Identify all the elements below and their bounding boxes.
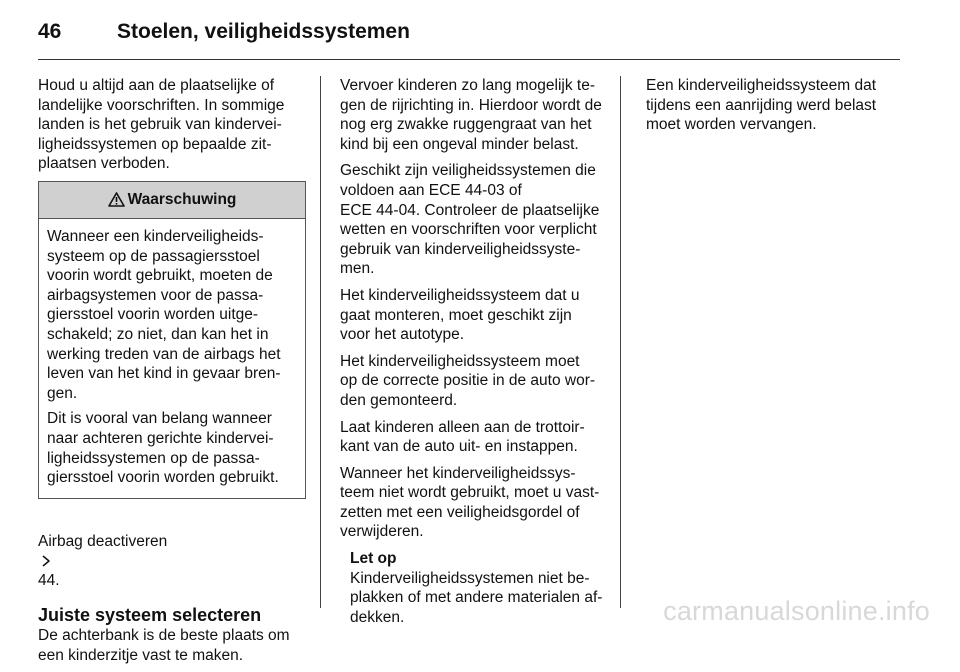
- warning-title: Waarschuwing: [127, 191, 237, 209]
- warning-paragraph-1: Wanneer een kinderveiligheids- systeem op de passagiersstoel voorin wordt gebruikt, moeten de airbagsystemen voor de passa- giersstoel voorin worden uitge- schakeld; zo niet, dan kan het in werking treden van de airbags het leven van het kind in gevaar bren- gen.: [47, 227, 281, 402]
- page-reference-arrow-icon: [41, 555, 51, 567]
- header-divider: [38, 59, 900, 60]
- warning-triangle-icon: [108, 192, 125, 207]
- middle-paragraph-2: Geschikt zijn veiligheidssystemen die voldoen aan ECE 44-03 of ECE 44-04. Controleer de plaatselijke wetten en voorschriften voor verplicht gebruik van kinderveiligheidssyste- men.: [340, 162, 600, 278]
- column-left: [38, 76, 306, 672]
- page-title: Stoelen, veiligheidssystemen: [117, 20, 410, 43]
- page-number: 46: [38, 20, 62, 43]
- watermark: carmanualsonline.info: [663, 596, 930, 626]
- right-paragraph-1: Een kinderveiligheidssysteem dat tijdens een aanrijding werd belast moet worden vervangen.: [646, 77, 877, 134]
- warning-paragraph-2: Dit is vooral van belang wanneer naar achteren gerichte kindervei- ligheidssystemen op de passa- giersstoel voorin worden gebruikt.: [47, 410, 279, 487]
- column-divider-left: [320, 76, 321, 608]
- column-divider-right: [620, 76, 621, 608]
- section-paragraph: De achterbank is de beste plaats om een kinderzitje vast te maken.: [38, 627, 290, 664]
- warning-box: [38, 181, 306, 499]
- column-right: [646, 76, 908, 142]
- middle-paragraph-6: Wanneer het kinderveiligheidssys- teem niet wordt gebruikt, moet u vast- zetten met een veiligheidsgordel of verwijderen.: [340, 464, 600, 541]
- warning-header: [39, 182, 305, 219]
- middle-paragraph-1: Vervoer kinderen zo lang mogelijk te- gen de rijrichting in. Hierdoor wordt de nog erg zwakke ruggengraat van het kind bij een ongeval minder belast.: [340, 77, 602, 153]
- note-title: Let op: [350, 550, 397, 568]
- section-heading: Juiste systeem selecteren: [38, 605, 262, 626]
- column-middle: [340, 76, 608, 634]
- intro-paragraph: Houd u altijd aan de plaatselijke of landelijke voorschriften. In sommige landen is het gebruik van kindervei- ligheidssystemen op bepaalde zit- plaatsen verboden.: [38, 77, 285, 173]
- airbag-reference-text: Airbag deactiveren: [38, 533, 168, 551]
- airbag-reference[interactable]: [38, 513, 306, 591]
- middle-paragraph-3: Het kinderveiligheidssysteem dat u gaat monteren, moet geschikt zijn voor het autotype.: [340, 286, 580, 344]
- note-block: [340, 549, 608, 627]
- note-text: Kinderveiligheidssystemen niet be- plakken of met andere materialen af- dekken.: [350, 569, 603, 626]
- airbag-reference-page: 44.: [38, 572, 60, 590]
- middle-paragraph-5: Laat kinderen alleen aan de trottoir- kant van de auto uit- en instappen.: [340, 418, 585, 456]
- middle-paragraph-4: Het kinderveiligheidssysteem moet op de correcte positie in de auto wor- den gemonteerd.: [340, 352, 596, 409]
- warning-body: [39, 219, 305, 498]
